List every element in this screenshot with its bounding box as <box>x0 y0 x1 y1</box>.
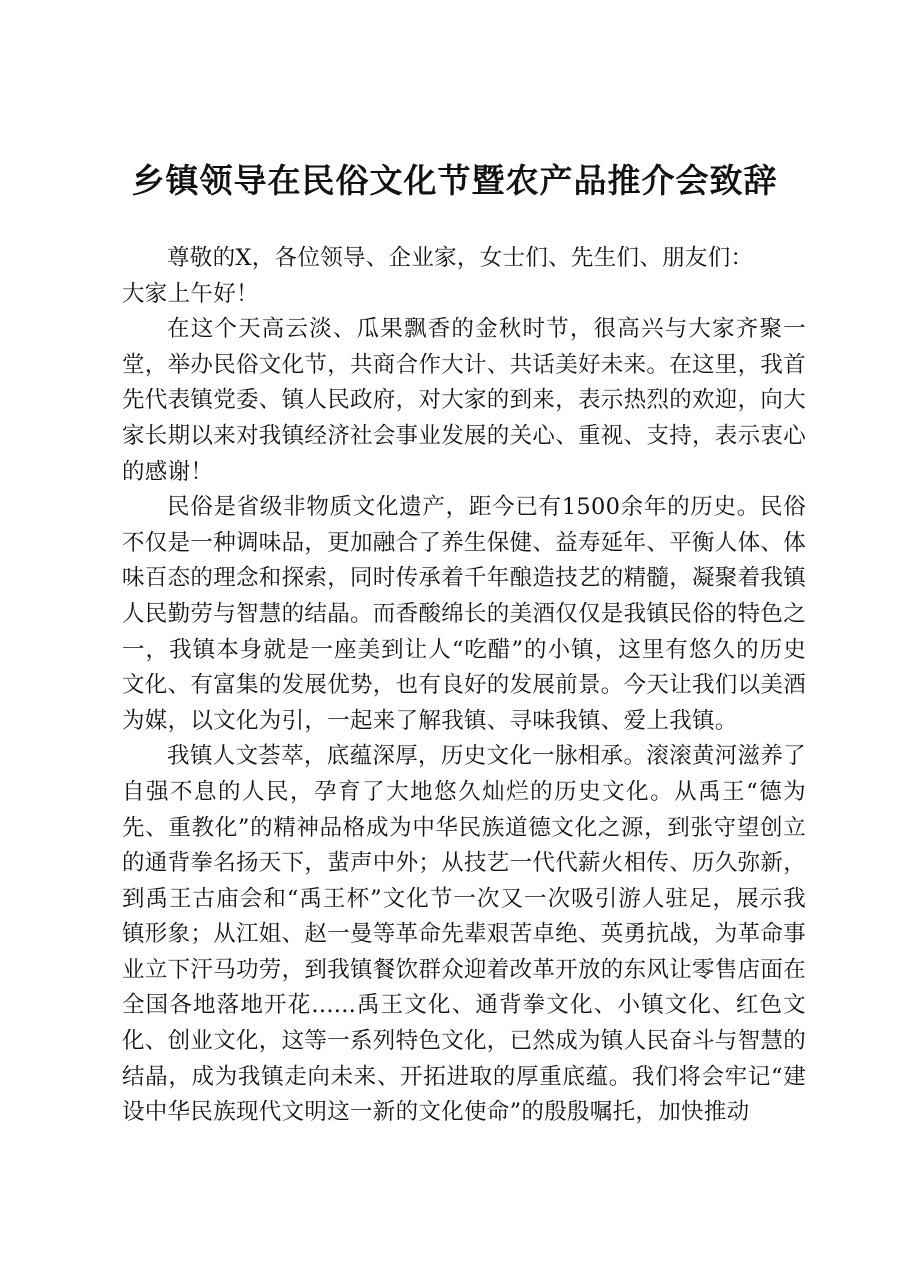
document-body <box>122 241 806 1131</box>
body-paragraph-1: 在这个天高云淡、瓜果飘香的金秋时节，很高兴与大家齐聚一堂，举办民俗文化节，共商合作大计、共话美好未来。在这里，我首先代表镇党委、镇人民政府，对大家的到来，表示热烈的欢迎，向大家长期以来对我镇经济社会事业发展的关心、重视、支持，表示衷心的感谢！ <box>122 316 807 485</box>
salutation-paragraph: 尊敬的X，各位领导、企业家，女士们、先生们、朋友们： <box>167 245 754 271</box>
body-paragraph-2: 民俗是省级非物质文化遗产，距今已有1500余年的历史。民俗不仅是一种调味品，更加融合了养生保健、益寿延年、平衡人体、体味百态的理念和探索，同时传承着千年酿造技艺的精髓，凝聚着我镇人民勤劳与智慧的结晶。而香酸绵长的美酒仅仅是我镇民俗的特色之一，我镇本身就是一座美到让人“吃醋”的小镇，这里有悠久的历史文化、有富集的发展优势，也有良好的发展前景。今天让我们以美酒为媒，以文化为引，一起来了解我镇、寻味我镇、爱上我镇。 <box>122 494 807 734</box>
greeting-paragraph: 大家上午好！ <box>122 280 259 307</box>
document-title: 乡镇领导在民俗文化节暨农产品推介会致辞 <box>131 161 778 200</box>
body-paragraph-3: 我镇人文荟萃，底蕴深厚，历史文化一脉相承。滚滚黄河滋养了自强不息的人民，孕育了大地悠久灿烂的历史文化。从禹王“德为先、重教化”的精神品格成为中华民族道德文化之源，到张守望创立的通背拳名扬天下，蜚声中外；从技艺一代代薪火相传、历久弥新，到禹王古庙会和“禹王杯”文化节一次又一次吸引游人驻足，展示我镇形象；从江姐、赵一曼等革命先辈艰苦卓绝、英勇抗战，为革命事业立下汗马功劳，到我镇餐饮群众迎着改革开放的东风让零售店面在全国各地落地开花......禹王文化、通背拳文化、小镇文化、红色文化、创业文化，这等一系列特色文化，已然成为镇人民奋斗与智慧的结晶，成为我镇走向未来、开拓进取的厚重底蕴。我们将会牢记“建设中华民族现代文明这一新的文化使命”的殷殷嘱托，加快推动 <box>122 743 807 1126</box>
